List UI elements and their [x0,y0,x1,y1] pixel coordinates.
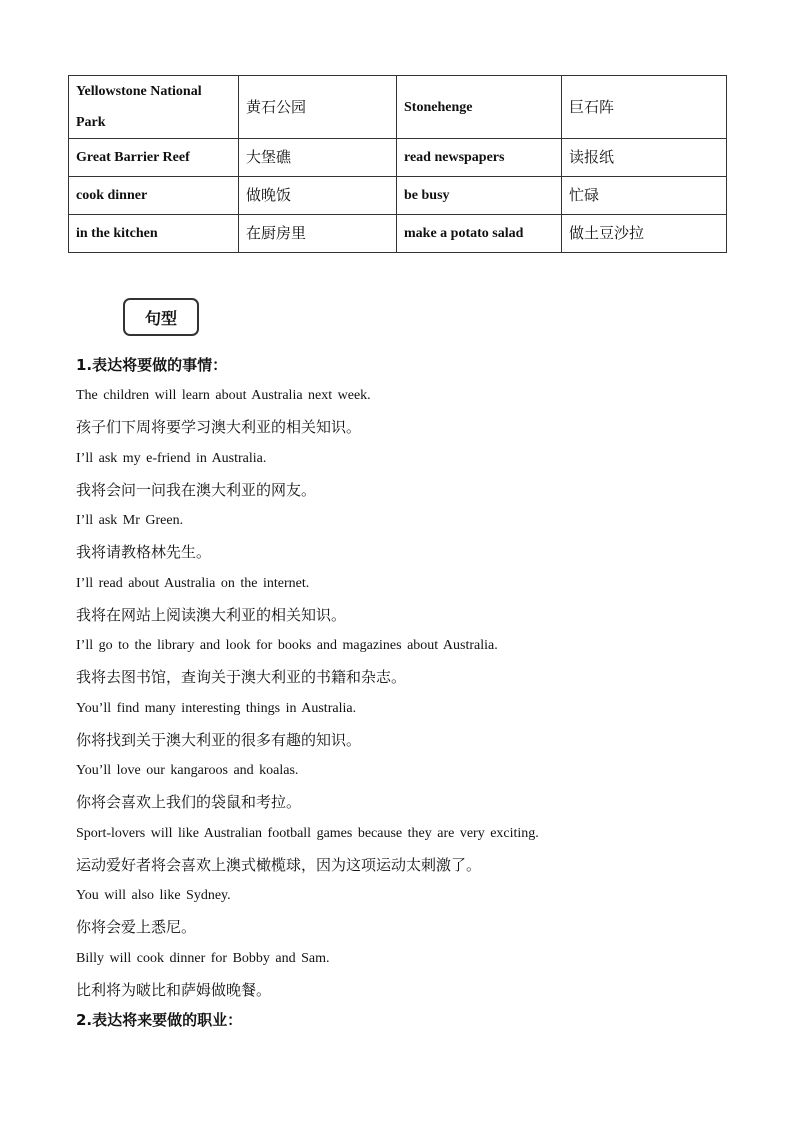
sentence-english: I’ll read about Australia on the internet. [76,575,310,591]
vocab-table [68,75,727,253]
section-label-box [123,298,199,336]
heading-future-actions: 1.表达将要做的事情： [76,356,228,374]
sentence-english: I’ll ask Mr Green. [76,513,184,528]
sentence-chinese: 比利将为啵比和萨姆做晚餐。 [76,980,272,999]
vocab-english-cell: read newspapers [397,139,562,177]
sentence-english: Sport-lovers will like Australian football games because they are very exciting. [76,825,539,841]
vocab-english-cell: cook dinner [69,177,239,215]
vocab-english-cell: make a potato salad [397,215,562,253]
sentence-chinese: 你将会喜欢上我们的袋鼠和考拉。 [76,793,302,811]
sentence-list [76,383,736,1008]
sentence-english: You will also like Sydney. [76,888,231,903]
sentence-english: You’ll find many interesting things in Australia. [76,700,357,716]
section-label: 句型 [144,308,177,328]
vocab-chinese-cell: 忙碌 [562,177,727,215]
heading-future-jobs: 2.表达将来要做的职业： [76,1011,243,1029]
vocab-chinese-cell: 黄石公园 [239,76,397,139]
sentence-chinese: 我将会问一问我在澳大利亚的网友。 [76,480,317,499]
vocab-chinese-cell: 巨石阵 [562,76,727,139]
vocab-chinese-cell: 大堡礁 [239,139,397,177]
vocab-english-cell: Yellowstone National Park [69,76,239,139]
sentence-english: The children will learn about Australia next week. [76,388,371,403]
sentence-chinese: 我将请教格林先生。 [76,543,212,561]
sentence-english: I’ll go to the library and look for books and magazines about Australia. [76,638,498,653]
sentence-english: I’ll ask my e-friend in Australia. [76,450,267,466]
sentence-chinese: 我将去图书馆，查询关于澳大利亚的书籍和杂志。 [76,668,407,686]
vocab-english-cell: be busy [397,177,562,215]
sentence-english: Billy will cook dinner for Bobby and Sam. [76,950,330,966]
vocab-row [69,139,727,177]
vocab-chinese-cell: 做土豆沙拉 [562,215,727,253]
sentence-chinese: 你将找到关于澳大利亚的很多有趣的知识。 [76,730,362,749]
vocab-chinese-cell: 做晚饭 [239,177,397,215]
vocab-row [69,76,727,139]
vocab-english-cell: in the kitchen [69,215,239,253]
vocab-english-cell: Great Barrier Reef [69,139,239,177]
sentence-chinese: 我将在网站上阅读澳大利亚的相关知识。 [76,605,347,624]
vocab-row [69,177,727,215]
sentence-chinese: 你将会爱上悉尼。 [76,918,197,936]
sentence-chinese: 孩子们下周将要学习澳大利亚的相关知识。 [76,418,362,436]
vocab-english-cell: Stonehenge [397,76,562,139]
sentence-english: You’ll love our kangaroos and koalas. [76,763,299,778]
vocab-row [69,215,727,253]
vocab-chinese-cell: 在厨房里 [239,215,397,253]
vocab-chinese-cell: 读报纸 [562,139,727,177]
sentence-chinese: 运动爱好者将会喜欢上澳式橄榄球，因为这项运动太刺激了。 [76,855,482,874]
